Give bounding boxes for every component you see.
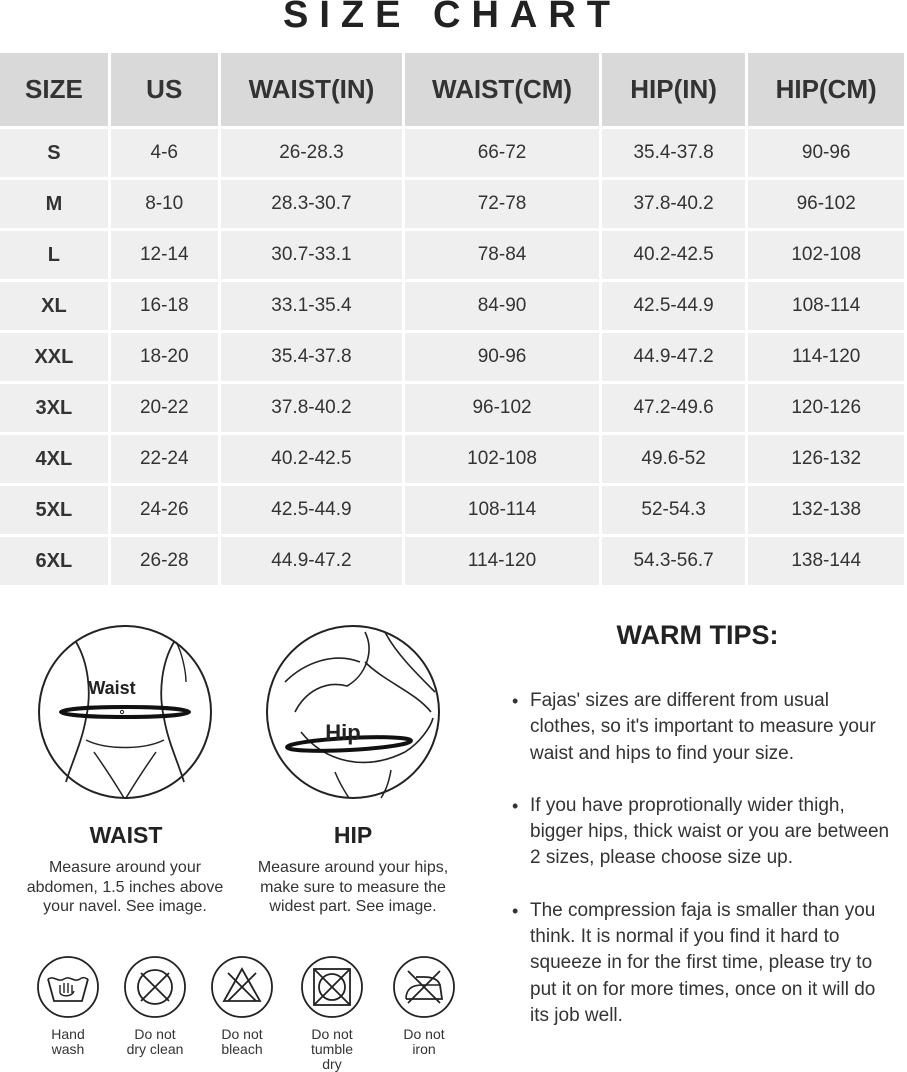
care-label-line: bleach	[221, 1041, 263, 1057]
hip-desc-line: make sure to measure the	[260, 878, 446, 896]
table-row	[0, 537, 904, 585]
table-cell: 24-26	[111, 486, 218, 534]
table-cell: 40.2-42.5	[602, 231, 746, 279]
table-cell: 132-138	[748, 486, 904, 534]
table-row	[0, 282, 904, 330]
waist-title: WAIST	[89, 822, 163, 848]
table-cell: 72-78	[405, 180, 599, 228]
care-no-dry-clean	[123, 955, 187, 1057]
table-cell: 42.5-44.9	[602, 282, 746, 330]
care-label-line: tumble dry	[310, 1041, 354, 1072]
table-row	[0, 486, 904, 534]
care-no-tumble-dry	[300, 955, 364, 1072]
no-dry-clean-icon	[123, 955, 187, 1019]
table-cell: 120-126	[748, 384, 904, 432]
table-cell: 26-28.3	[221, 129, 403, 177]
care-label-line: Do not	[134, 1026, 176, 1042]
table-cell: 4XL	[0, 435, 108, 483]
table-cell: XXL	[0, 333, 108, 381]
table-cell: 28.3-30.7	[221, 180, 403, 228]
table-cell: 3XL	[0, 384, 108, 432]
waist-fig-label: Waist	[88, 678, 136, 698]
table-cell: M	[0, 180, 108, 228]
table-cell: 90-96	[748, 129, 904, 177]
tips-list	[510, 688, 890, 1055]
header-us: US	[111, 53, 218, 126]
table-cell: 18-20	[111, 333, 218, 381]
table-cell: 35.4-37.8	[602, 129, 746, 177]
no-bleach-icon	[210, 955, 274, 1019]
hip-fig-label: Hip	[325, 720, 361, 745]
table-cell: 78-84	[405, 231, 599, 279]
hip-description	[238, 858, 468, 917]
table-cell: 102-108	[748, 231, 904, 279]
table-cell: 49.6-52	[602, 435, 746, 483]
hip-title: HIP	[333, 822, 373, 848]
header-hip-cm: HIP(CM)	[748, 53, 904, 126]
table-cell: 66-72	[405, 129, 599, 177]
header-waist-in: WAIST(IN)	[221, 53, 403, 126]
care-label	[300, 1027, 364, 1072]
hip-measure-illustration	[265, 622, 445, 804]
table-cell: 30.7-33.1	[221, 231, 403, 279]
waist-description	[10, 858, 240, 917]
table-cell: 20-22	[111, 384, 218, 432]
size-table	[0, 50, 907, 588]
care-label-line: iron	[412, 1041, 436, 1057]
table-cell: 114-120	[405, 537, 599, 585]
care-label-line: Hand	[51, 1026, 85, 1042]
care-label-line: Do not	[311, 1026, 353, 1042]
table-cell: 54.3-56.7	[602, 537, 746, 585]
waist-desc-line: your navel. See image.	[43, 898, 207, 915]
table-cell: 5XL	[0, 486, 108, 534]
waist-measure-illustration	[36, 622, 216, 804]
table-cell: 47.2-49.6	[602, 384, 746, 432]
table-cell: 96-102	[405, 384, 599, 432]
no-tumble-dry-icon	[300, 955, 364, 1019]
table-cell: 52-54.3	[602, 486, 746, 534]
page-title: SIZE CHART	[283, 0, 621, 36]
tip-item: • The compression faja is smaller than you think. It is normal if you find it hard to squeeze in for the first time, please try to put it on for more times, once on it will do its job well.	[510, 898, 890, 1029]
no-iron-icon	[392, 955, 456, 1019]
table-row	[0, 129, 904, 177]
table-cell: 108-114	[748, 282, 904, 330]
table-row	[0, 231, 904, 279]
care-label-line: dry clean	[126, 1041, 184, 1057]
table-cell: 96-102	[748, 180, 904, 228]
table-cell: 40.2-42.5	[221, 435, 403, 483]
waist-desc-line: Measure around your	[48, 859, 202, 876]
table-cell: 35.4-37.8	[221, 333, 403, 381]
care-label	[210, 1027, 274, 1057]
table-cell: 22-24	[111, 435, 218, 483]
table-cell: S	[0, 129, 108, 177]
table-cell: 33.1-35.4	[221, 282, 403, 330]
hip-desc-line: widest part. See image.	[269, 898, 437, 915]
table-cell: 102-108	[405, 435, 599, 483]
care-no-bleach	[210, 955, 274, 1057]
hand-wash-icon	[36, 955, 100, 1019]
care-no-iron	[392, 955, 456, 1057]
table-cell: 44.9-47.2	[221, 537, 403, 585]
care-hand-wash	[36, 955, 100, 1057]
table-cell: 114-120	[748, 333, 904, 381]
table-cell: 108-114	[405, 486, 599, 534]
table-cell: XL	[0, 282, 108, 330]
table-cell: 4-6	[111, 129, 218, 177]
header-hip-in: HIP(IN)	[602, 53, 746, 126]
header-waist-cm: WAIST(CM)	[405, 53, 599, 126]
care-label	[392, 1027, 456, 1057]
table-cell: 37.8-40.2	[221, 384, 403, 432]
table-cell: 138-144	[748, 537, 904, 585]
table-cell: 90-96	[405, 333, 599, 381]
care-label	[36, 1027, 100, 1057]
table-cell: 8-10	[111, 180, 218, 228]
table-header-row	[0, 53, 904, 126]
table-row	[0, 384, 904, 432]
table-cell: 44.9-47.2	[602, 333, 746, 381]
care-label-line: Do not	[403, 1026, 445, 1042]
hip-desc-line: Measure around your hips,	[257, 859, 449, 876]
care-label-line: wash	[51, 1041, 85, 1057]
tips-title: WARM TIPS:	[616, 620, 779, 650]
table-cell: L	[0, 231, 108, 279]
tip-item: • Fajas' sizes are different from usual clothes, so it's important to measure your waist and hips to find your size.	[510, 688, 890, 767]
tip-item: • If you have proprotionally wider thigh, bigger hips, thick waist or you are between 2 sizes, please choose size up.	[510, 793, 890, 872]
table-cell: 6XL	[0, 537, 108, 585]
table-cell: 12-14	[111, 231, 218, 279]
table-cell: 16-18	[111, 282, 218, 330]
table-row	[0, 180, 904, 228]
table-body	[0, 129, 904, 585]
care-label-line: Do not	[221, 1026, 263, 1042]
care-label	[123, 1027, 187, 1057]
table-cell: 84-90	[405, 282, 599, 330]
table-cell: 42.5-44.9	[221, 486, 403, 534]
table-cell: 126-132	[748, 435, 904, 483]
table-row	[0, 333, 904, 381]
table-cell: 26-28	[111, 537, 218, 585]
waist-desc-line: abdomen, 1.5 inches above	[26, 878, 224, 896]
table-row	[0, 435, 904, 483]
header-size: SIZE	[0, 53, 108, 126]
table-cell: 37.8-40.2	[602, 180, 746, 228]
